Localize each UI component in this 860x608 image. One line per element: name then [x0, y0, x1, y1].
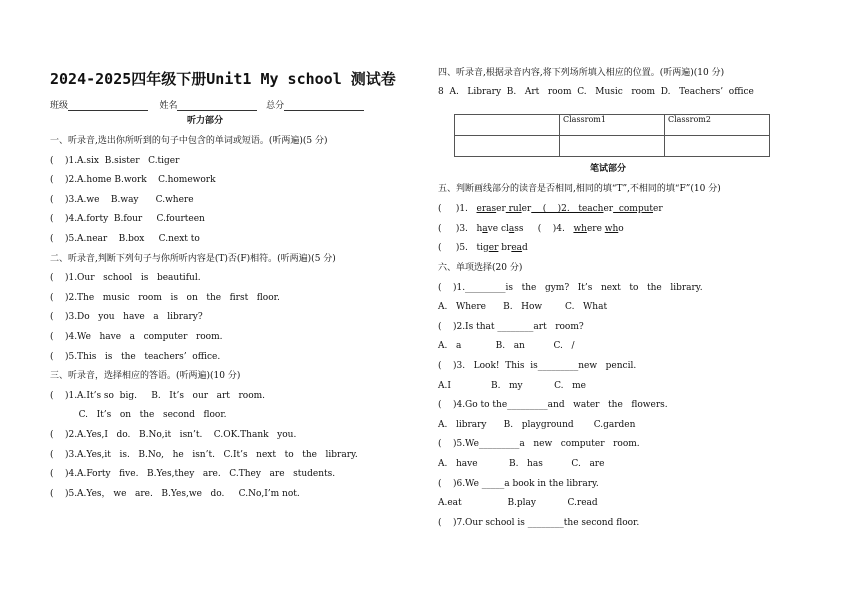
question-line: ( )1.Our school is beautiful. — [50, 273, 201, 284]
section4-options: 8 A. Library B. Art room C. Music room D. Teachers’ office — [438, 87, 754, 97]
underlined-sound: wh — [573, 223, 587, 234]
class-field[interactable] — [68, 101, 148, 111]
question-line: ( )5.We_________a new computer room. — [438, 439, 640, 450]
question-line: A. library B. playground C.garden — [438, 419, 636, 430]
underlined-sound: a — [482, 223, 488, 234]
item-text: er — [496, 204, 506, 214]
item-text: ere — [586, 223, 605, 234]
question-line: ( )1._________is the gym? It’s next to the library. — [438, 282, 703, 293]
item-text: er — [603, 204, 614, 214]
question-line: A. Where B. How C. What — [438, 302, 608, 313]
question-line: ( )3.Do you have a library? — [50, 312, 203, 323]
question-line: A. a B. an C. / — [438, 341, 575, 352]
name-label: 姓名 — [159, 101, 178, 111]
student-info — [50, 98, 364, 111]
section4-heading: 四、听录音,根据录音内容,将下列场所填入相应的位置。(听两遍)(10 分) — [438, 68, 725, 78]
table-header: Classrom2 — [665, 115, 770, 136]
underlined-sound: ( )2. teach — [531, 204, 604, 214]
table-row — [455, 115, 770, 136]
places-table — [454, 114, 770, 157]
question-line: ( )4.A.forty B.four C.fourteen — [50, 214, 205, 225]
item-text: er — [521, 204, 532, 214]
question-line: ( )5.A.Yes， we are. B.Yes,we do. C.No,I’m not. — [50, 488, 300, 499]
question-line: C. It’s on the second floor. — [50, 410, 227, 421]
question-line: 二、听录音,判断下列句子与你所听内容是(T)否(F)相符。(听两遍)(5 分) — [50, 253, 336, 264]
item-text: ss ( )4. — [514, 223, 574, 234]
page-title: 2024-2025四年级下册Unit1 My school 测试卷 — [50, 70, 396, 88]
question-line: ( )4.Go to the_________and water the flowers. — [438, 400, 668, 411]
question-line: ( )4.We have a computer room. — [50, 332, 223, 342]
question-line: A. have B. has C. are — [438, 459, 605, 469]
phonics-item — [438, 204, 663, 215]
listening-heading: 听力部分 — [186, 116, 223, 126]
item-text: ( )1. — [438, 204, 477, 214]
question-line: A.I B. my C. me — [438, 380, 586, 391]
section6-heading: 六、单项选择(20 分) — [438, 263, 523, 273]
question-line: ( )2.A.home B.work C.homework — [50, 175, 216, 186]
score-label: 总分 — [266, 101, 285, 111]
underlined-sound: rul — [505, 204, 522, 214]
phonics-item — [438, 224, 624, 235]
table-cell — [455, 115, 560, 136]
score-field[interactable] — [284, 101, 364, 111]
item-text: ve cl — [487, 223, 509, 234]
answer-cell[interactable] — [665, 136, 770, 157]
question-line: ( )5.This is the teachers’ office. — [50, 351, 221, 362]
section5-heading: 五、判断画线部分的读音是否相同,相同的填“T”,不相同的填“F”(10 分) — [438, 184, 721, 194]
question-line: ( )3.A.we B.way C.where — [50, 194, 194, 205]
underlined-sound: wh — [604, 223, 619, 234]
underlined-sound: er — [488, 243, 499, 254]
question-line: ( )1.A.It’s so big. B. It’s our art room. — [50, 390, 266, 401]
question-line: 一、听录音,选出你所听到的句子中包含的单词或短语。(听两遍)(5 分) — [50, 136, 328, 146]
item-text: er — [653, 204, 663, 214]
question-line: ( )3. Look! This is_________new pencil. — [438, 361, 637, 371]
question-line: 三、听录音，选择相应的答语。(听两遍)(10 分) — [50, 371, 241, 382]
question-line: ( )1.A.six B.sister C.tiger — [50, 155, 180, 166]
name-field[interactable] — [177, 101, 257, 111]
item-text: br — [498, 243, 512, 254]
question-line: ( )4.A.Forty five. B.Yes,they are. C.They are students. — [50, 469, 336, 480]
question-line: ( )5.A.near B.box C.next to — [50, 234, 200, 244]
item-text: d — [522, 243, 528, 254]
question-line: ( )2.Is that ________art room? — [438, 321, 584, 332]
answer-cell[interactable] — [455, 136, 560, 157]
question-line: ( )7.Our school is ________the second floor. — [438, 517, 640, 528]
underlined-sound: eras — [476, 204, 497, 214]
question-line: ( )2.The music room is on the first floor. — [50, 292, 280, 303]
underlined-sound: a — [508, 223, 515, 234]
table-row — [455, 136, 770, 157]
question-line: A.eat B.play C.read — [438, 498, 598, 509]
written-heading: 笔试部分 — [589, 164, 626, 174]
phonics-item — [438, 243, 528, 254]
underlined-sound: ea — [511, 243, 523, 254]
item-text: ( )3. h — [438, 223, 483, 234]
class-label: 班级 — [50, 101, 69, 111]
item-text: ( )5. tig — [438, 243, 489, 254]
question-line: ( )6.We _____a book in the library. — [438, 478, 599, 489]
question-line: ( )2.A.Yes,I do. B.No,it isn’t. C.OK.Thank you. — [50, 430, 297, 440]
underlined-sound: comput — [613, 204, 654, 214]
table-header: Classrom1 — [560, 115, 665, 136]
question-line: ( )3.A.Yes,it is. B.No, he isn’t. C.It’s next to the library. — [50, 449, 358, 460]
answer-cell[interactable] — [560, 136, 665, 157]
item-text: o — [618, 223, 624, 234]
